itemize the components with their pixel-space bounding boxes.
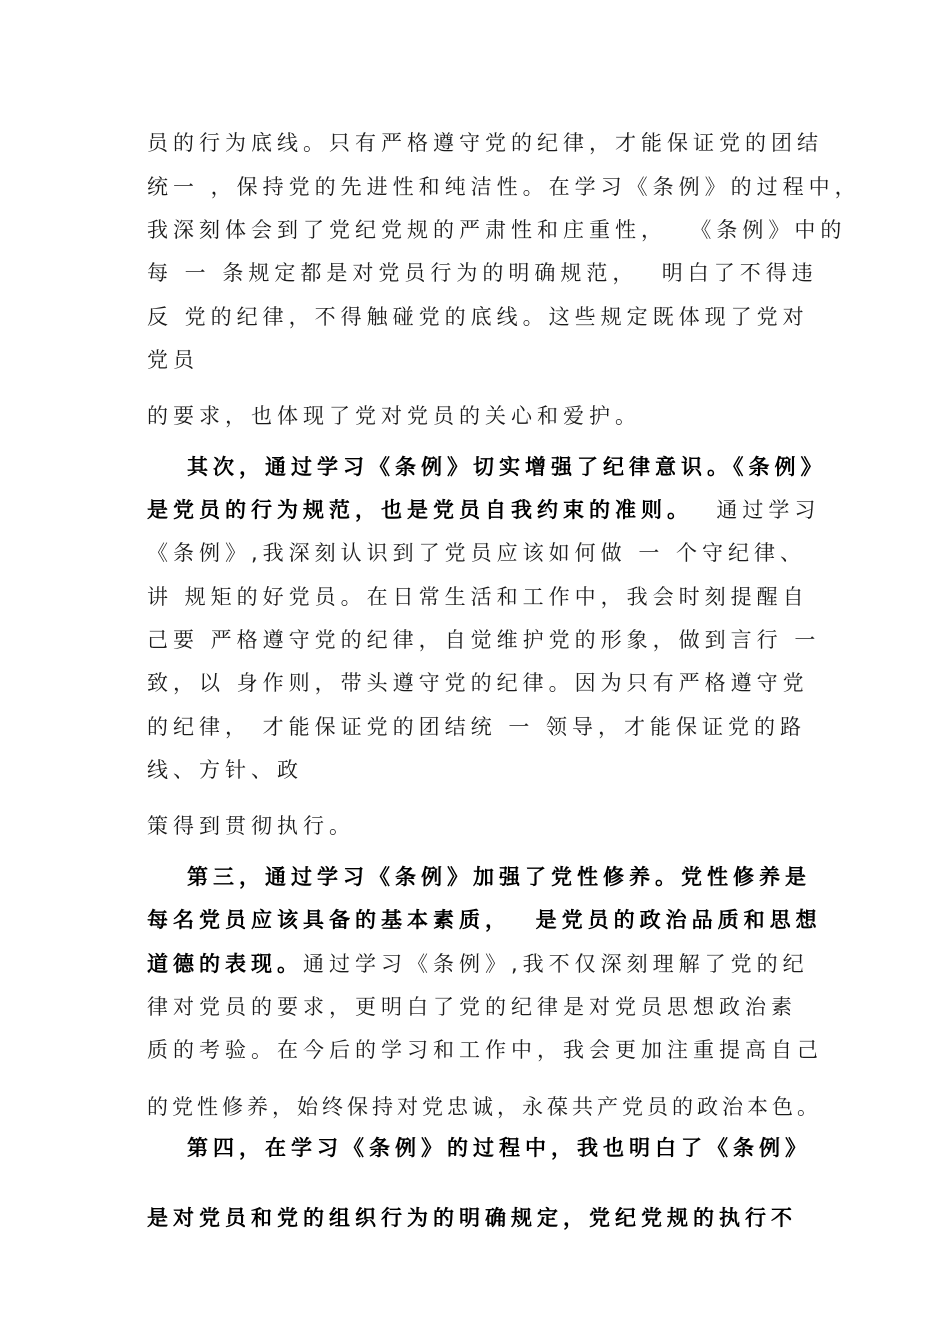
paragraph-line: 每 一 条规定都是对党员行为的明确规范， 明白了不得违 (147, 261, 818, 285)
bold-sentence: 道德的表现。 (147, 952, 303, 976)
paragraph-line: 反 党的纪律，不得触碰党的底线。这些规定既体现了党对 (147, 305, 809, 329)
paragraph-line: 律对党员的要求，更明白了党的纪律是对党员思想政治素 (147, 995, 797, 1019)
paragraph-line (147, 951, 809, 977)
paragraph-line: 员的行为底线。只有严格遵守党的纪律，才能保证党的团结 (147, 131, 823, 155)
paragraph-heading-line: 第三，通过学习《条例》加强了党性修养。党性修养是 (187, 865, 811, 889)
paragraph-line: 统一 ，保持党的先进性和纯洁性。在学习《条例》的过程中， (147, 175, 861, 199)
plain-sentence: 通过学习《条例》,我不仅深刻理解了党的纪 (303, 952, 809, 976)
paragraph-line: 线、方针、政 (147, 758, 303, 782)
paragraph-heading-line: 其次，通过学习《条例》切实增强了纪律意识。《条例》 (187, 455, 827, 479)
paragraph-line: 《条例》,我深刻认识到了党员应该如何做 一 个守纪律、 (147, 541, 807, 565)
paragraph-heading-line: 是对党员和党的组织行为的明确规定，党纪党规的执行不 (147, 1206, 797, 1230)
paragraph-line: 党员 (147, 348, 199, 372)
paragraph-line: 我深刻体会到了党纪党规的严肃性和庄重性， 《条例》中的 (147, 218, 847, 242)
paragraph-line: 质的考验。在今后的学习和工作中，我会更加注重提高自己 (147, 1038, 823, 1062)
paragraph-line (147, 497, 820, 523)
paragraph-line: 的党性修养，始终保持对党忠诚，永葆共产党员的政治本色。 (147, 1095, 822, 1119)
paragraph-line: 己要 严格遵守党的纪律，自觉维护党的形象，做到言行 一 (147, 628, 821, 652)
plain-sentence: 通过学习 (693, 498, 821, 522)
paragraph-line: 致，以 身作则，带头遵守党的纪律。因为只有严格遵守党 (147, 671, 809, 695)
paragraph-line: 讲 规矩的好党员。在日常生活和工作中，我会时刻提醒自 (147, 585, 809, 609)
paragraph-line: 的要求，也体现了党对党员的关心和爱护。 (147, 404, 641, 428)
paragraph-heading-line: 每名党员应该具备的基本素质， 是党员的政治品质和思想 (147, 908, 822, 932)
paragraph-line: 的纪律， 才能保证党的团结统 一 领导，才能保证党的路 (147, 715, 807, 739)
paragraph-line: 策得到贯彻执行。 (147, 814, 355, 838)
paragraph-heading-line: 第四，在学习《条例》的过程中，我也明白了《条例》 (187, 1136, 811, 1160)
bold-sentence: 是党员的行为规范，也是党员自我约束的准则。 (147, 498, 693, 522)
